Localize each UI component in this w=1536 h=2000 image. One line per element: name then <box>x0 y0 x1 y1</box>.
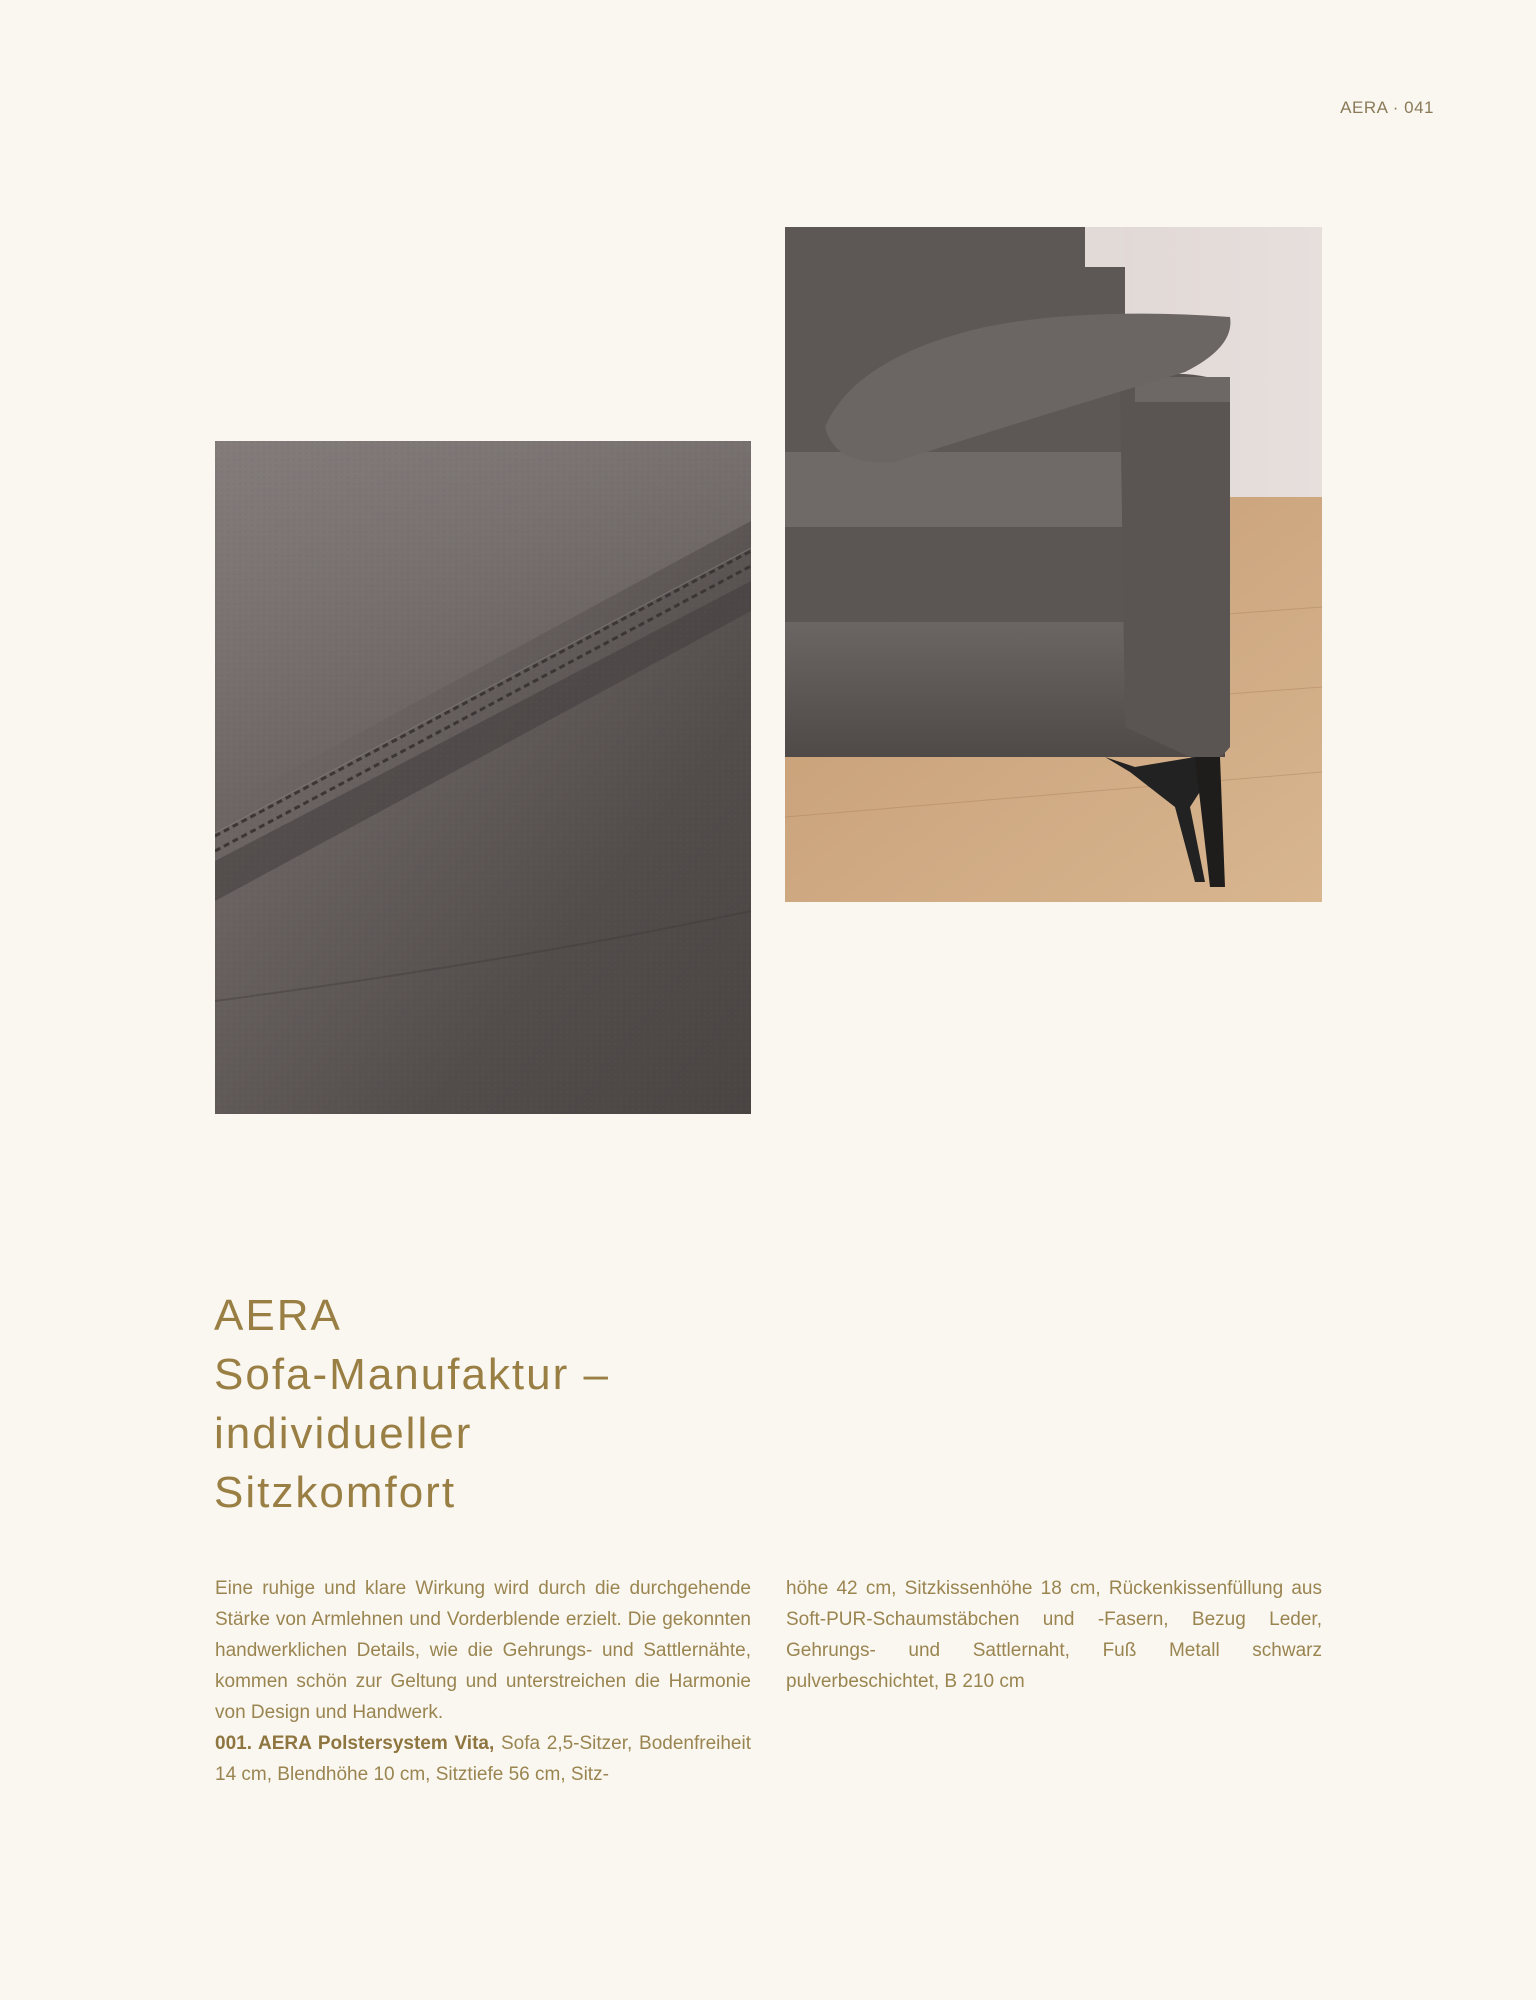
headline-line-4: Sitzkomfort <box>214 1468 457 1517</box>
headline-line-1: AERA <box>214 1291 342 1340</box>
sofa-armrest-photo <box>785 227 1322 902</box>
leather-seam-closeup-photo <box>215 441 751 1114</box>
headline <box>214 1286 814 1522</box>
intro-paragraph: Eine ruhige und klare Wirkung wird durch die durchgehende Stärke von Armlehnen und Vorderblende erzielt. Die gekonnten handwerklichen Details, wie die Gehrungs- und Sattlernähte, kommen schön zur Geltung und unterstreichen die Harmonie von Design und Handwerk. <box>215 1578 751 1723</box>
body-text-right-column <box>786 1573 1322 1697</box>
product-description-right: höhe 42 cm, Sitzkissenhöhe 18 cm, Rückenkissenfüllung aus Soft-PUR-Schaumstäbchen und -Fasern, Bezug Leder, Gehrungs- und Sattlernaht, Fuß Metall schwarz pulverbeschichtet, B 210 cm <box>786 1578 1322 1692</box>
product-name: 001. AERA Polstersystem Vita, <box>215 1733 495 1754</box>
product-description-left: Sofa 2,5-Sitzer, Bodenfreiheit 14 cm, Blendhöhe 10 cm, Sitztiefe 56 cm, Sitz- <box>215 1733 751 1785</box>
headline-line-2: Sofa-Manufaktur – <box>214 1350 610 1399</box>
body-text-left-column <box>215 1573 751 1790</box>
page-number: AERA · 041 <box>1340 98 1434 117</box>
product-description-start <box>215 1728 751 1790</box>
headline-line-3: individueller <box>214 1409 473 1458</box>
